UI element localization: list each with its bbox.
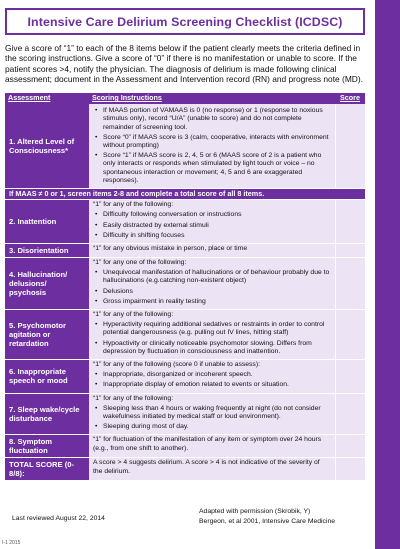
- scoring-instructions: [89, 104, 335, 188]
- assessment-header: Assessment: [5, 93, 89, 104]
- screening-note: If MAAS ≠ 0 or 1, screen items 2-8 and complete a total score of all 8 items.: [5, 189, 365, 200]
- assessment-item: 3. Disorientation: [5, 244, 89, 258]
- screening-table: [5, 93, 365, 481]
- instruction-bullet: • Unequivocal manifestation of hallucinations or of behaviour probably due to hallucinations (e.g.catching non-existent object): [93, 269, 331, 285]
- assessment-item: 1. Altered Level of Consciousness*: [5, 104, 89, 188]
- table-header-row: [5, 93, 365, 104]
- table-row: [5, 104, 365, 188]
- citation-note: Bergeon, et al 2001, Intensive Care Medicine: [199, 518, 336, 525]
- instruction-bullet: • Score “0” if MAAS score is 3 (calm, cooperative, interacts with environment without prompting): [93, 134, 331, 150]
- instruction-bullet: • Score “1” if MAAS score is 2, 4, 5 or 6 (MAAS score of 2 is a patient who only interacts or responds when stimulated by light touch or voice – no spontaneous interaction or movement; 4, 5 and 6 are exaggerated responses).: [93, 152, 331, 185]
- instruction-list: [93, 371, 331, 389]
- assessment-item: 4. Hallucination/ delusions/ psychosis: [5, 258, 89, 310]
- instruction-lead: “1” for fluctuation of the manifestation of any item or symptom over 24 hours (e.g., from one shift to another).: [93, 436, 322, 452]
- assessment-item: 2. Inattention: [5, 200, 89, 244]
- attribution: [199, 507, 335, 527]
- purple-sidebar: [375, 0, 400, 549]
- score-cell[interactable]: [335, 360, 365, 394]
- score-header: Score: [335, 93, 365, 104]
- instruction-bullet: • Inappropriate display of emotion related to events or situation.: [93, 381, 331, 389]
- assessment-item: TOTAL SCORE (0-8/8):: [5, 458, 89, 481]
- table-row: [5, 244, 365, 258]
- score-cell[interactable]: [335, 435, 365, 458]
- scoring-instructions: [89, 360, 335, 394]
- document-code: I-1 2015: [2, 540, 21, 546]
- score-cell[interactable]: [335, 258, 365, 310]
- score-cell[interactable]: [335, 104, 365, 188]
- permission-note: Adapted with permission (Skrobik, Y): [199, 508, 311, 515]
- table-row: [5, 458, 365, 481]
- scoring-instructions: [89, 258, 335, 310]
- table-row: [5, 435, 365, 458]
- instruction-lead: A score > 4 suggests delirium. A score > 4 is not indicative of the severity of the delirium.: [93, 459, 320, 475]
- assessment-item: 6. Inappropriate speech or mood: [5, 360, 89, 394]
- score-cell[interactable]: [335, 393, 365, 435]
- instruction-lead: “1” for any of the following (score 0 if unable to assess):: [93, 361, 260, 369]
- instruction-lead: “1” for any one of the following:: [93, 259, 187, 267]
- score-cell[interactable]: [335, 458, 365, 481]
- instruction-bullet: • Gross impairment in reality testing: [93, 298, 331, 306]
- instruction-list: [93, 107, 331, 185]
- checklist-page: [5, 8, 365, 481]
- instruction-list: [93, 211, 331, 240]
- document-title: Intensive Care Delirium Screening Checklist (ICDSC): [5, 8, 365, 35]
- scoring-instructions: [89, 393, 335, 435]
- last-reviewed: Last reviewed August 22, 2014: [12, 515, 105, 522]
- instruction-lead: “1” for any of the following:: [93, 394, 174, 402]
- instruction-bullet: • Hyperactivity requiring additional sedatives or restraints in order to control potential dangerousness (e.g. pulling out IV lines, hitting staff): [93, 321, 331, 337]
- table-row: [5, 310, 365, 360]
- scoring-instructions: [89, 435, 335, 458]
- score-cell[interactable]: [335, 310, 365, 360]
- scoring-instructions: [89, 458, 335, 481]
- table-body: [5, 104, 365, 481]
- instruction-bullet: • Sleeping during most of day.: [93, 423, 331, 431]
- assessment-item: 7. Sleep wake/cycle disturbance: [5, 393, 89, 435]
- scoring-instructions: [89, 310, 335, 360]
- table-row: [5, 393, 365, 435]
- instruction-bullet: • Sleeping less than 4 hours or waking frequently at night (do not consider wakefulness initiated by medical staff or loud environment).: [93, 405, 331, 421]
- instruction-bullet: • Difficulty in shifting focuses: [93, 232, 331, 240]
- score-cell[interactable]: [335, 244, 365, 258]
- instruction-list: [93, 269, 331, 306]
- score-cell[interactable]: [335, 200, 365, 244]
- instruction-bullet: • Easily distracted by external stimuli: [93, 222, 331, 230]
- instruction-bullet: • Hypoactivity or clinically noticeable psychomotor slowing. Differs from depression by fluctuation in consciousness and inattention.: [93, 340, 331, 356]
- instruction-bullet: • Difficulty following conversation or instructions: [93, 211, 331, 219]
- assessment-item: 5. Psychomotor agitation or retardation: [5, 310, 89, 360]
- intro-paragraph: Give a score of “1” to each of the 8 items below if the patient clearly meets the criteria defined in the scoring instructions. Give a score of “0” if there is no manifestation or unable to score. If the patient scores >4, notify the physician. The diagnosis of delirium is made following clinical assessment; document in the Assessment and Intervention record (RN) and progress note (MD).: [5, 43, 363, 84]
- instruction-bullet: • If MAAS portion of VAMAAS is 0 (no response) or 1 (response to noxious stimulus only), record “U/A” (unable to score) and do not complete remainder of screening tool.: [93, 107, 331, 132]
- instruction-list: [93, 405, 331, 432]
- scoring-instructions: [89, 244, 335, 258]
- table-row: [5, 360, 365, 394]
- instruction-bullet: • Inappropriate, disorganized or incoherent speech.: [93, 371, 331, 379]
- table-row: [5, 258, 365, 310]
- instruction-lead: “1” for any of the following:: [93, 311, 174, 319]
- instruction-list: [93, 321, 331, 356]
- assessment-item: 8. Symptom fluctuation: [5, 435, 89, 458]
- table-row: [5, 200, 365, 244]
- instruction-lead: “1” for any of the following:: [93, 201, 174, 209]
- instructions-header: Scoring Instructions: [89, 93, 335, 104]
- instruction-lead: “1” for any obvious mistake in person, place or time: [93, 245, 248, 253]
- scoring-instructions: [89, 200, 335, 244]
- screening-note-row: [5, 189, 365, 200]
- instruction-bullet: • Delusions: [93, 288, 331, 296]
